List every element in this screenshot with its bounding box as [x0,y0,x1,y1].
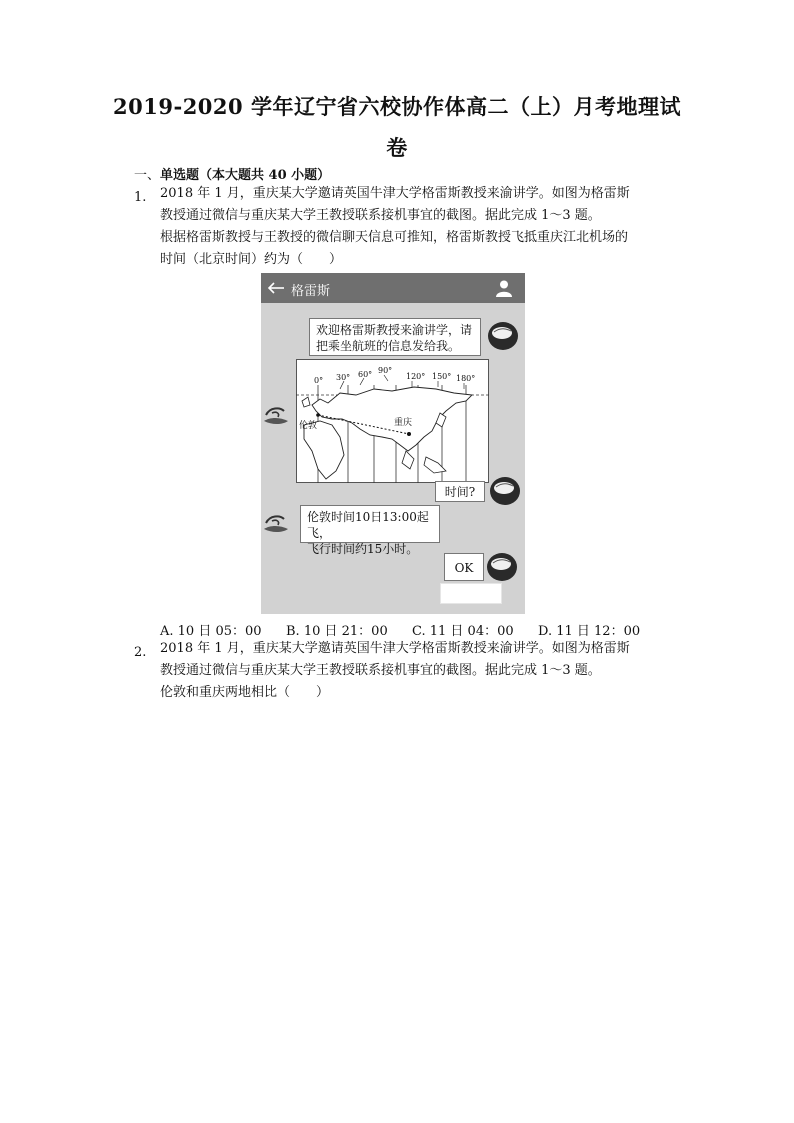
message-1-line-1: 欢迎格雷斯教授来渝讲学，请 [316,323,473,337]
q1-question-line-1: 根据格雷斯教授与王教授的微信聊天信息可推知，格雷斯教授飞抵重庆江北机场的 [160,230,629,245]
title-line-2: 卷 [386,135,408,160]
avatar-icon [486,551,518,583]
q2-intro-line-2: 教授通过微信与重庆某大学王教授联系接机事宜的截图。据此完成 1～3 题。 [160,663,601,678]
back-arrow-icon [267,280,285,296]
section-label: 单选题（本大题共 40 小题） [160,168,331,183]
contact-name: 格雷斯 [291,284,331,299]
user-icon [495,279,513,297]
lon-label-60: 60° [358,370,373,379]
q2-question-line-1: 伦敦和重庆两地相比（ ） [160,685,330,700]
document-title [100,86,694,168]
sender-avatar-icon [262,513,292,535]
avatar-icon [487,320,519,352]
lon-label-90: 90° [378,366,393,375]
title-line-1: 2019-2020 学年辽宁省六校协作体高二（上）月考地理试 [113,94,681,119]
message-1-line-2: 把乘坐航班的信息发给我。 [316,339,461,353]
question-2-number: 2. [134,645,147,660]
message-3-line-1: 伦敦时间10日13:00起飞， [307,510,429,540]
chat-title-bar [261,273,525,303]
question-1-number: 1. [134,190,147,205]
q2-intro-line-1: 2018 年 1 月，重庆某大学邀请英国牛津大学格雷斯教授来渝讲学。如图为格雷斯 [160,641,630,656]
map-label-london: 伦敦 [299,421,318,431]
avatar-icon [489,475,521,507]
lon-label-120: 120° [406,372,426,381]
input-placeholder-box [440,583,502,604]
lon-label-150: 150° [432,372,452,381]
message-bubble-4: OK [444,553,484,581]
q1-intro-line-1: 2018 年 1 月，重庆某大学邀请英国牛津大学格雷斯教授来渝讲学。如图为格雷斯 [160,186,630,201]
q1-question-line-2: 时间（北京时间）约为（ ） [160,252,343,267]
message-3-line-2: 飞行时间约15小时。 [307,542,419,556]
lon-label-0: 0° [314,376,324,385]
option-c[interactable]: C. 11 日 04：00 [412,624,514,639]
sender-avatar-icon [262,405,292,427]
question-1-options [160,620,680,639]
message-bubble-2: 时间? [435,481,485,502]
map-label-chongqing: 重庆 [394,418,413,428]
q1-intro-line-2: 教授通过微信与重庆某大学王教授联系接机事宜的截图。据此完成 1～3 题。 [160,208,601,223]
message-bubble-1 [309,318,481,356]
option-a[interactable]: A. 10 日 05：00 [160,624,262,639]
section-prefix: 一、 [134,168,161,183]
question-2-text [160,638,670,704]
lon-label-30: 30° [336,373,351,382]
option-d[interactable]: D. 11 日 12：00 [538,624,641,639]
option-b[interactable]: B. 10 日 21：00 [286,624,388,639]
world-map-figure [296,359,489,483]
question-1-text [160,183,670,271]
lon-label-180: 180° [456,374,476,383]
message-bubble-3 [300,505,440,556]
section-header [134,164,330,183]
